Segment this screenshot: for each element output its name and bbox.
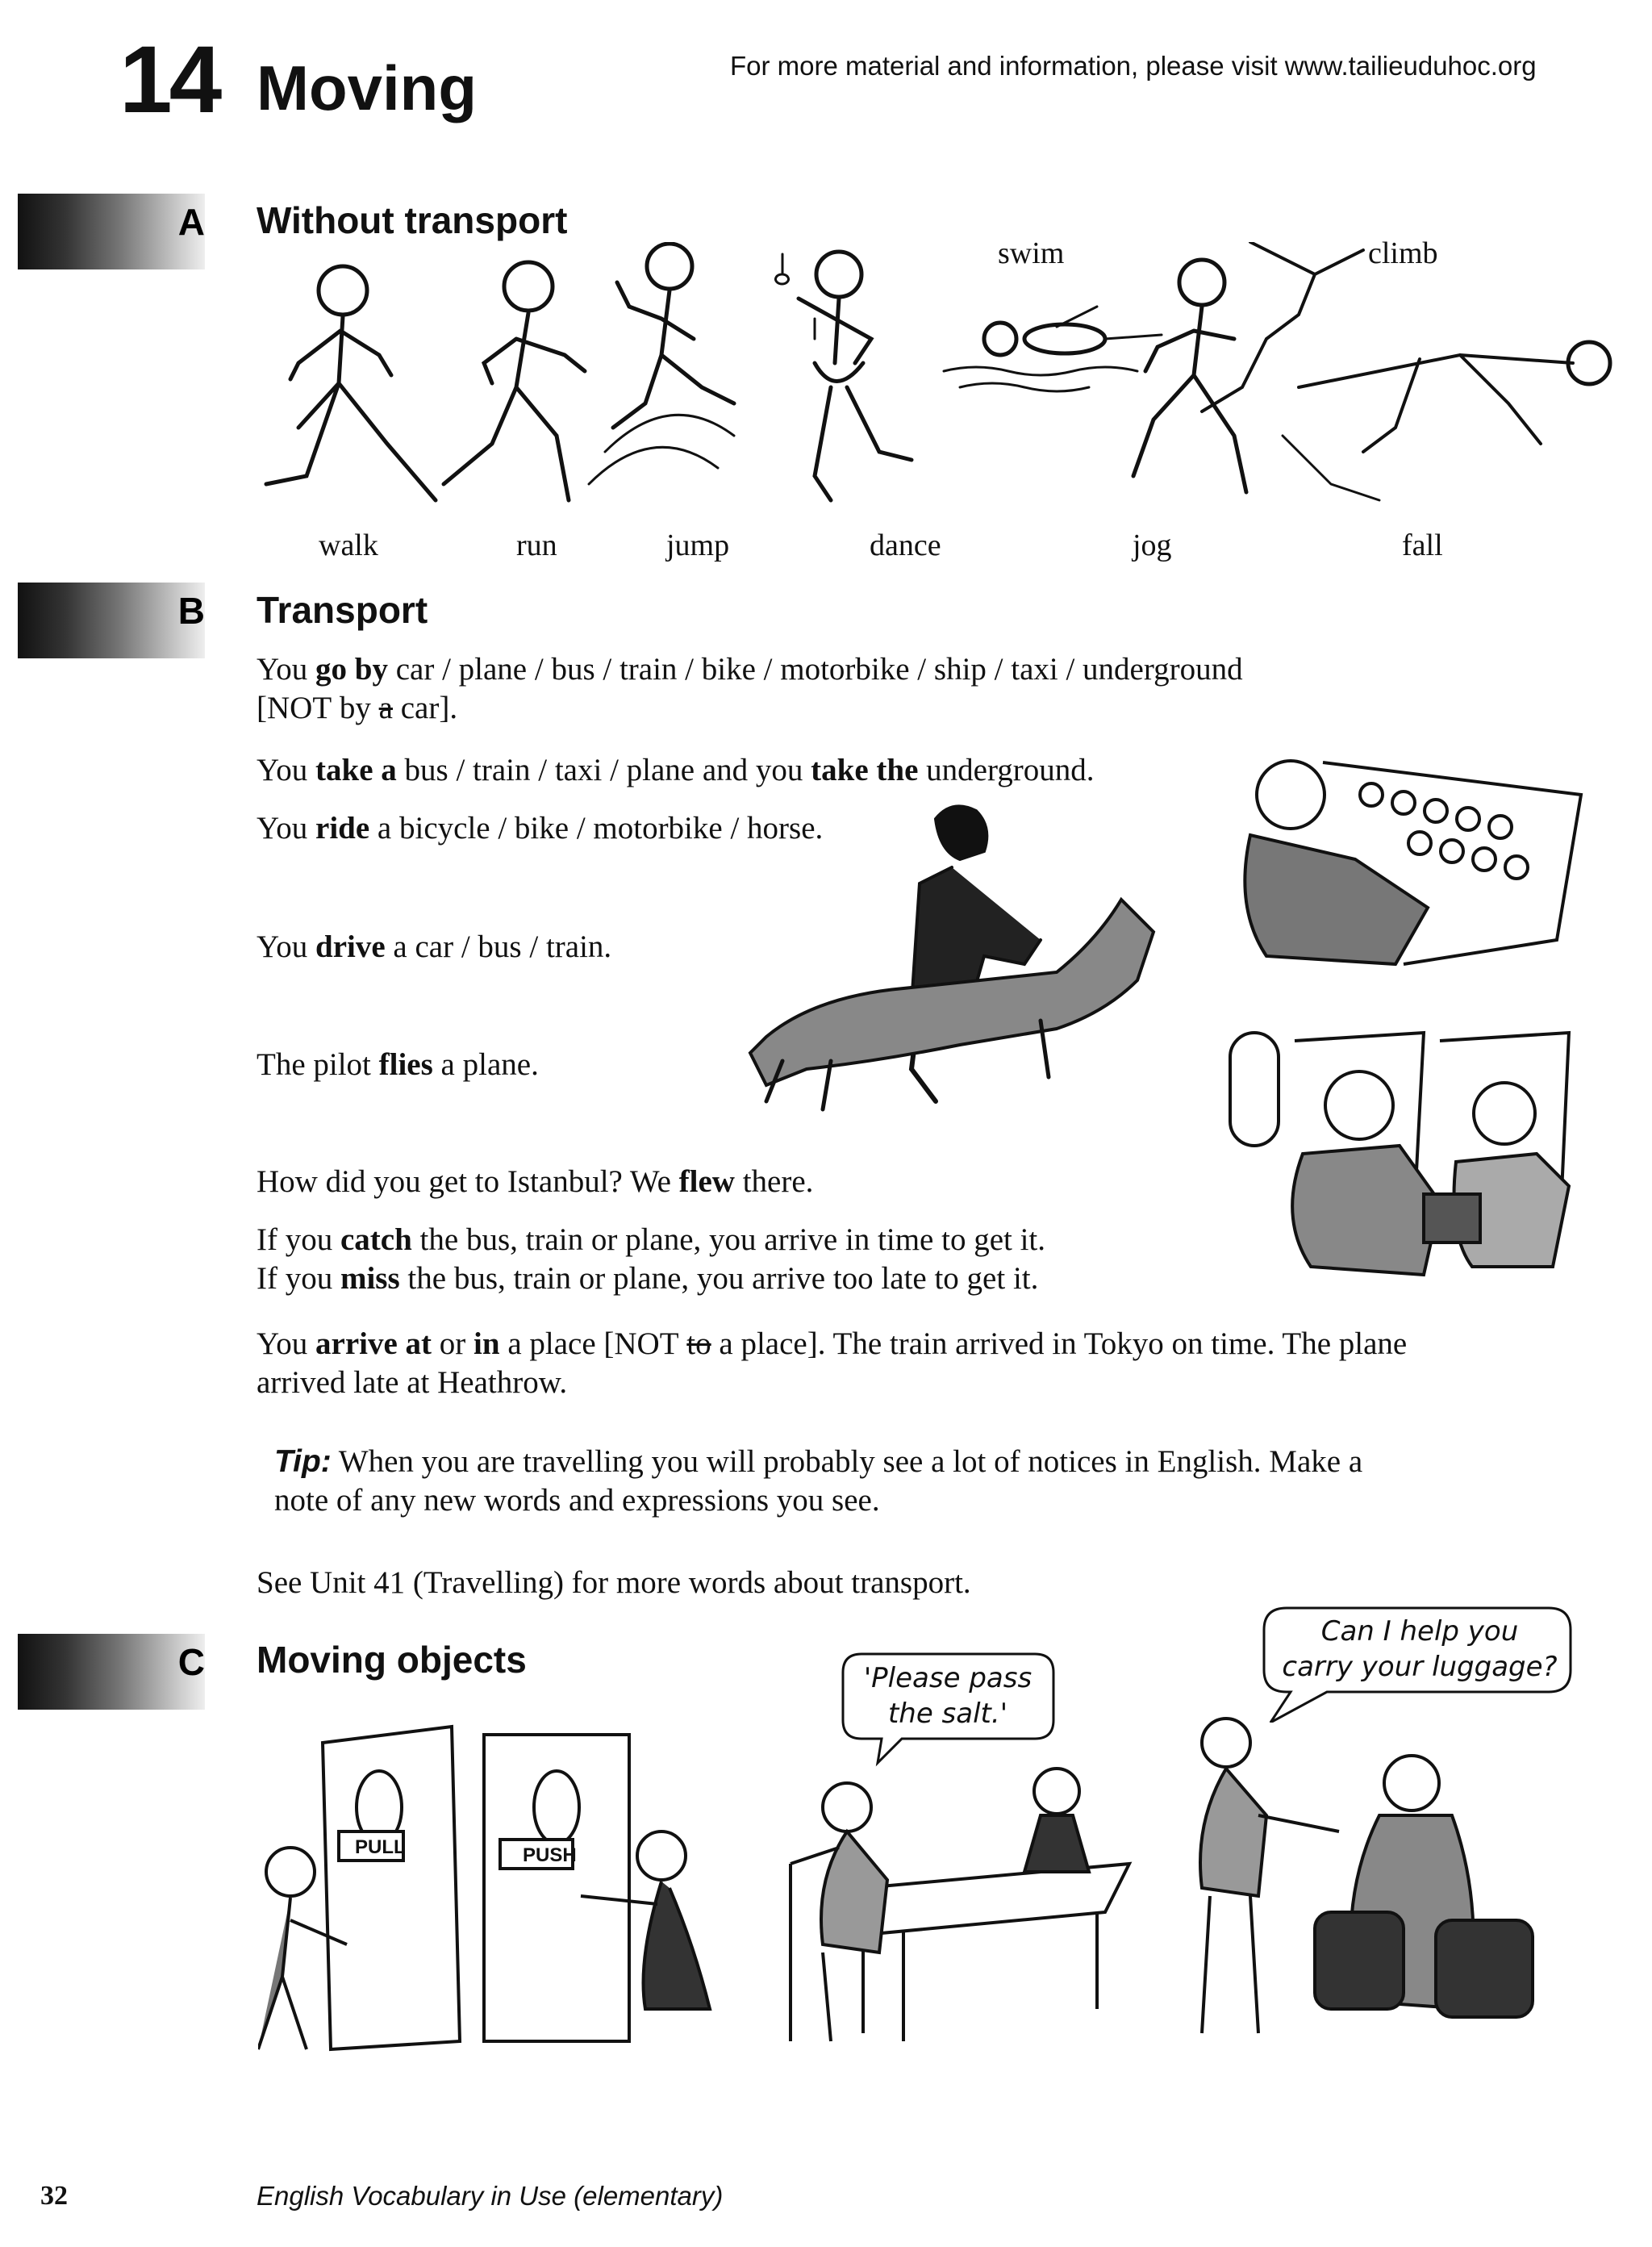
dinner-table-illustration: [774, 1751, 1145, 2057]
ride-paragraph: You ride a bicycle / bike / motorbike / horse.: [257, 811, 824, 846]
doors-illustration: [258, 1719, 742, 2057]
section-a-title: Without transport: [257, 199, 568, 241]
pull-label: PULL: [355, 1836, 406, 1858]
book-title: English Vocabulary in Use (elementary): [257, 2181, 724, 2211]
section-b-title: Transport: [257, 589, 428, 631]
section-c-letter: C: [177, 1641, 205, 1683]
plane-passengers-illustration: [1214, 1025, 1593, 1299]
verb-run: run: [516, 528, 557, 562]
see-unit-note: See Unit 41 (Travelling) for more words about transport.: [257, 1565, 971, 1600]
pilot-illustration: [1218, 746, 1597, 980]
unit-title: Moving: [257, 52, 477, 123]
promo-text: For more material and information, please visit www.tailieuduhoc.org: [730, 51, 1537, 81]
verb-dance: dance: [870, 528, 941, 562]
section-b-letter: B: [177, 590, 205, 632]
tip-label: Tip:: [274, 1444, 332, 1479]
verb-fall: fall: [1402, 528, 1443, 562]
verb-swim: swim: [998, 236, 1065, 270]
verb-jump: jump: [666, 528, 730, 562]
salt-bubble-text: 'Please pass the salt.': [863, 1662, 1032, 1730]
flies-paragraph: The pilot flies a plane.: [257, 1047, 539, 1082]
page-number: 32: [40, 2181, 68, 2211]
tip-box: Tip: When you are travelling you will probably see a lot of notices in English. Make a note of any new words and expressions you see.: [274, 1444, 1363, 1518]
drive-paragraph: You drive a car / bus / train.: [257, 929, 612, 964]
movement-illustration: [250, 242, 1637, 516]
go-by-paragraph: You go by car / plane / bus / train / bike / motorbike / ship / taxi / underground [NOT by a car].: [257, 652, 1243, 725]
unit-number: 14: [119, 27, 219, 133]
verb-walk: walk: [319, 528, 378, 562]
take-paragraph: You take a bus / train / taxi / plane and you take the underground.: [257, 753, 1095, 787]
flew-paragraph: How did you get to Istanbul? We flew there.: [257, 1164, 814, 1199]
verb-climb: climb: [1368, 236, 1438, 270]
catch-miss-paragraph: If you catch the bus, train or plane, you arrive in time to get it. If you miss the bus, train or plane, you arrive too late to get it.: [257, 1222, 1046, 1296]
section-a-tab: [18, 194, 205, 269]
arrive-paragraph: You arrive at or in a place [NOT to a place]. The train arrived in Tokyo on time. The plane arrived late at Heathrow.: [257, 1326, 1408, 1400]
push-label: PUSH: [523, 1844, 577, 1866]
section-c-title: Moving objects: [257, 1639, 527, 1681]
luggage-bubble-text: Can I help you carry your luggage?: [1282, 1615, 1558, 1683]
section-c-tab: [18, 1634, 205, 1710]
horse-rider-illustration: [718, 795, 1202, 1117]
section-b-tab: [18, 583, 205, 658]
verb-jog: jog: [1133, 528, 1172, 562]
section-a-letter: A: [177, 201, 205, 243]
luggage-illustration: [1178, 1694, 1597, 2057]
